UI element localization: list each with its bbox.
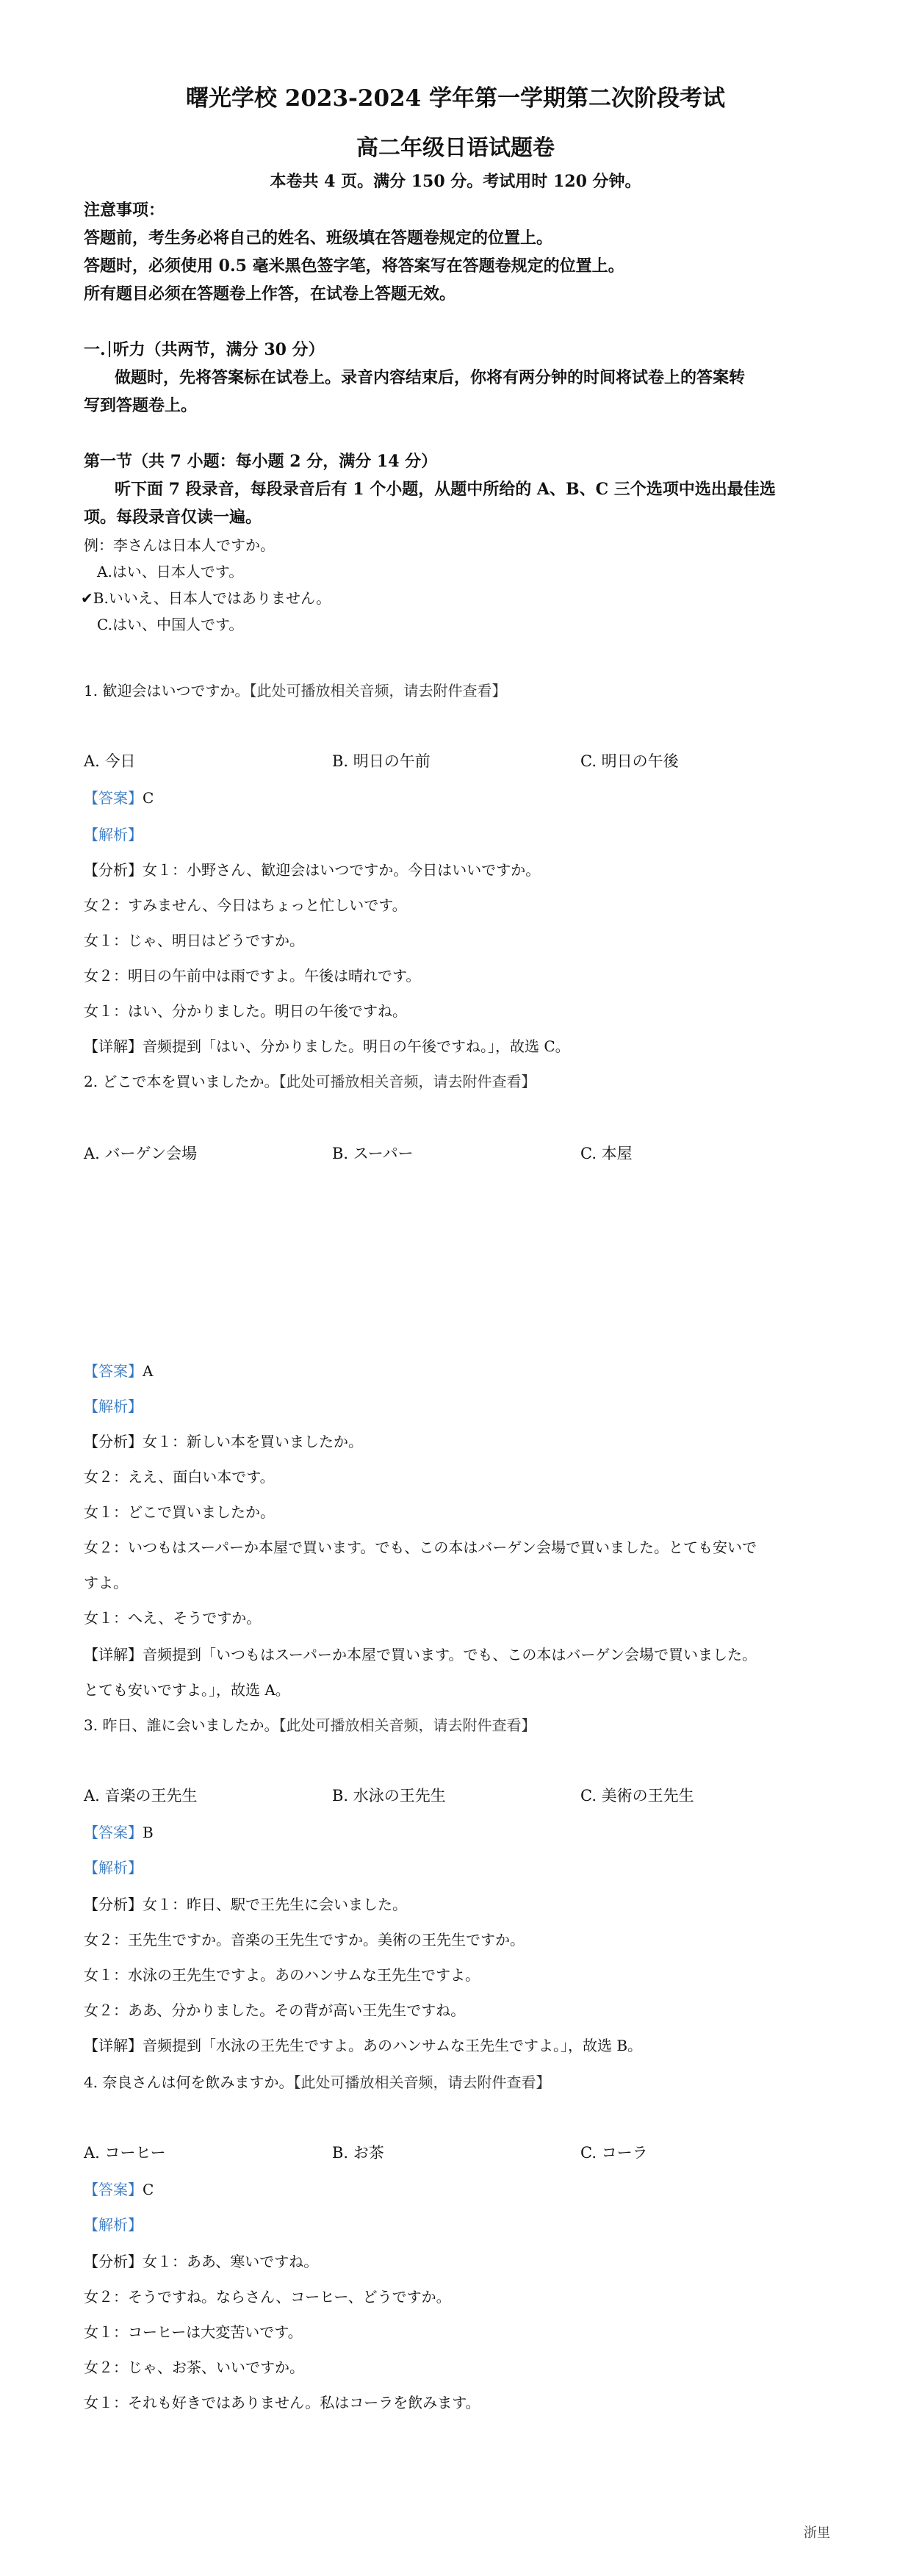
- question-stem: 2. どこで本を買いましたか。【此处可播放相关音频，请去附件查看】: [84, 1073, 536, 1090]
- analysis-line: 女２：いつもはスーパーか本屋で買います。でも、この本はバーゲン会場で買いました。とても安いで: [84, 1539, 757, 1556]
- part-heading: 第一节（共 7 小题：每小题 2 分，满分 14 分）: [84, 452, 438, 471]
- audio-link[interactable]: 【此处可播放相关音频，请去附件查看】: [293, 2073, 551, 2091]
- detail-line: とても安いですよ。」，故选 A。: [84, 1681, 290, 1699]
- analysis-line: 女２：そうですね。ならさん、コーヒー、どうですか。: [84, 2288, 451, 2306]
- answer-line: 【答案】B: [84, 1824, 154, 1841]
- exam-info: 本卷共 4 页。满分 150 分。考试用时 120 分钟。: [270, 172, 641, 191]
- analysis-line: 女２：すみません、今日はちょっと忙しいです。: [84, 896, 407, 914]
- audio-link[interactable]: 【此处可播放相关音频，请去附件查看】: [249, 682, 507, 699]
- analysis-line: 女１：水泳の王先生ですよ。あのハンサムな王先生ですよ。: [84, 1966, 480, 1984]
- analysis-line: 女２：ええ、面白い本です。: [84, 1468, 275, 1486]
- example-option: C.はい、中国人です。: [97, 616, 244, 633]
- analysis-line: 【分析】女１：昨日、駅で王先生に会いました。: [84, 1896, 407, 1913]
- analysis-line: 女１：コーヒーは大変苦いです。: [84, 2323, 303, 2341]
- explain-label: 【解析】: [84, 1859, 143, 1877]
- notice-heading: 注意事项：: [84, 201, 165, 220]
- option-b: B. 水泳の王先生: [332, 1787, 446, 1805]
- notice-line: 答题前，考生务必将自己的姓名、班级填在答题卷规定的位置上。: [84, 229, 553, 248]
- section-heading: 一. 听力（共两节，满分 30 分）: [84, 340, 325, 359]
- exam-subtitle: 高二年级日语试题卷: [356, 135, 555, 161]
- explain-label: 【解析】: [84, 1397, 143, 1415]
- analysis-line: 女１：じゃ、明日はどうですか。: [84, 932, 304, 949]
- audio-link[interactable]: 【此处可播放相关音频，请去附件查看】: [278, 1716, 536, 1734]
- option-a: A. コーヒー: [84, 2144, 166, 2162]
- example-question: 例：李さんは日本人ですか。: [84, 536, 275, 554]
- notice-line: 答题时，必须使用 0.5 毫米黑色签字笔，将答案写在答题卷规定的位置上。: [84, 256, 624, 276]
- question-stem: 3. 昨日、誰に会いましたか。【此处可播放相关音频，请去附件查看】: [84, 1716, 536, 1734]
- answer-line: 【答案】C: [84, 789, 154, 807]
- option-c: C. 明日の午後: [580, 752, 679, 770]
- notice-line: 所有题目必须在答题卷上作答，在试卷上答题无效。: [84, 284, 456, 303]
- text-cursor: [109, 341, 110, 357]
- analysis-line: 女１：それも好きではありません。私はコーラを飲みます。: [84, 2394, 480, 2411]
- part-instruction: 听下面 7 段录音，每段录音后有 1 个小题，从题中所给的 A、B、C 三个选项中选出最佳选: [115, 480, 776, 499]
- part-instruction: 项。每段录音仅读一遍。: [84, 508, 262, 527]
- explain-label: 【解析】: [84, 2216, 143, 2234]
- answer-line: 【答案】C: [84, 2181, 154, 2198]
- section-instruction: 做题时，先将答案标在试卷上。录音内容结束后，你将有两分钟的时间将试卷上的答案转: [115, 368, 746, 387]
- analysis-line: 【分析】女１：小野さん、歓迎会はいつですか。今日はいいですか。: [84, 861, 541, 879]
- analysis-line: 女１：はい、分かりました。明日の午後ですね。: [84, 1002, 407, 1020]
- detail-line: 【详解】音频提到「水泳の王先生ですよ。あのハンサムな王先生ですよ。」，故选 B。: [84, 2037, 643, 2054]
- analysis-line: 女２：ああ、分かりました。その背が高い王先生ですね。: [84, 2001, 466, 2019]
- option-b: B. お茶: [332, 2144, 384, 2162]
- analysis-line: すよ。: [84, 1574, 128, 1591]
- footer-mark: 浙里: [804, 2525, 830, 2541]
- option-a: A. バーゲン会場: [84, 1145, 198, 1162]
- answer-line: 【答案】A: [84, 1362, 154, 1380]
- option-c: C. コーラ: [580, 2144, 648, 2162]
- option-b: B. 明日の午前: [332, 752, 431, 770]
- question-stem: 4. 奈良さんは何を飲みますか。【此处可播放相关音频，请去附件查看】: [84, 2073, 551, 2091]
- question-stem: 1. 歓迎会はいつですか。【此处可播放相关音频，请去附件查看】: [84, 682, 507, 699]
- option-a: A. 今日: [84, 752, 136, 770]
- option-a: A. 音楽の王先生: [84, 1787, 198, 1805]
- analysis-line: 女１：どこで買いましたか。: [84, 1503, 275, 1521]
- audio-link[interactable]: 【此处可播放相关音频，请去附件查看】: [278, 1073, 536, 1090]
- exam-title: 曙光学校 2023-2024 学年第一学期第二次阶段考试: [185, 85, 725, 112]
- analysis-line: 女２：明日の午前中は雨ですよ。午後は晴れです。: [84, 967, 421, 985]
- option-c: C. 本屋: [580, 1145, 633, 1162]
- analysis-line: 【分析】女１：新しい本を買いましたか。: [84, 1433, 363, 1450]
- detail-line: 【详解】音频提到「いつもはスーパーか本屋で買います。でも、この本はバーゲン会場で買いました。: [84, 1646, 757, 1663]
- option-b: B. スーパー: [332, 1145, 414, 1162]
- analysis-line: 女２：じゃ、お茶、いいですか。: [84, 2359, 304, 2376]
- check-icon: ✔: [81, 589, 93, 607]
- option-c: C. 美術の王先生: [580, 1787, 694, 1805]
- analysis-line: 女２：王先生ですか。音楽の王先生ですか。美術の王先生ですか。: [84, 1931, 525, 1949]
- analysis-line: 女１：へえ、そうですか。: [84, 1609, 262, 1627]
- detail-line: 【详解】音频提到「はい、分かりました。明日の午後ですね。」，故选 C。: [84, 1037, 570, 1055]
- example-option: A.はい、日本人です。: [97, 563, 244, 580]
- analysis-line: 【分析】女１：ああ、寒いですね。: [84, 2253, 319, 2270]
- explain-label: 【解析】: [84, 826, 143, 843]
- example-option: ✔B.いいえ、日本人ではありません。: [81, 589, 331, 607]
- section-instruction: 写到答题卷上。: [84, 396, 198, 415]
